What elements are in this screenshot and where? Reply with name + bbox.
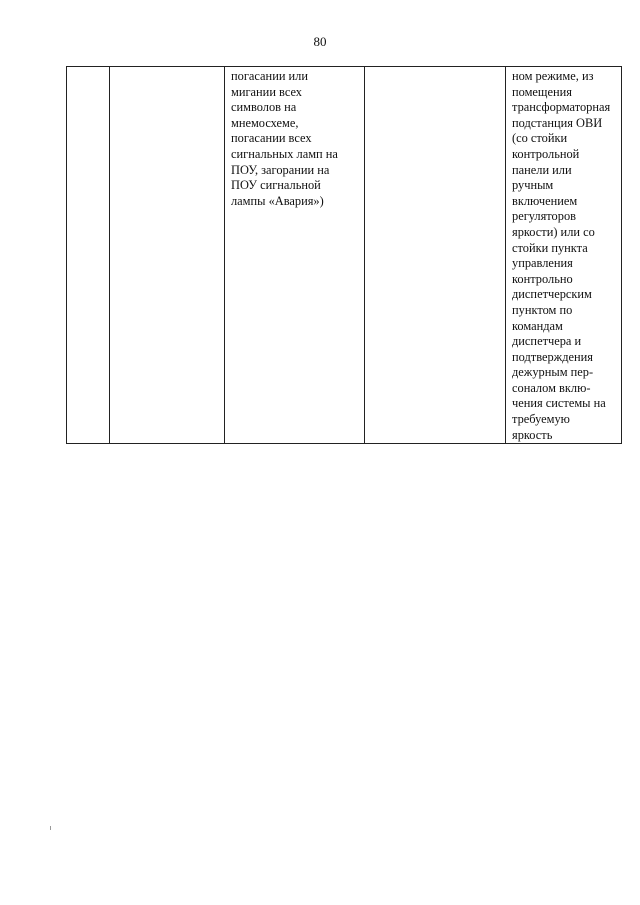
table-cell-col1 — [67, 67, 110, 444]
text-line: командам — [512, 318, 563, 333]
text-line: включением — [512, 193, 578, 208]
text-line: помещения — [512, 84, 572, 99]
text-line: погасании всех — [231, 131, 312, 146]
text-line: (со стойки — [512, 131, 568, 146]
text-line: панели или — [512, 162, 572, 177]
cell-text-col1 — [67, 67, 109, 69]
text-line: подстанция ОВИ — [512, 115, 603, 130]
text-line: диспетчера и — [512, 334, 582, 349]
scan-artifact-mark — [50, 826, 51, 830]
text-line: требуемую — [512, 412, 570, 427]
text-line: стойки пункта — [512, 240, 588, 255]
text-line: регуляторов — [512, 209, 576, 224]
text-line: дежурным пер- — [512, 365, 594, 380]
table-row — [67, 67, 622, 444]
table-cell-col3 — [225, 67, 365, 444]
text-line: трансформаторная — [512, 100, 611, 115]
cell-text-col2 — [110, 67, 224, 69]
text-line: соналом вклю- — [512, 380, 591, 395]
text-line: мнемосхеме, — [231, 115, 299, 130]
text-line: управления — [512, 256, 573, 271]
text-line: ПОУ сигнальной — [231, 178, 321, 193]
text-line: яркость — [512, 427, 553, 442]
text-line: лампы «Авария») — [231, 193, 324, 208]
text-line: ПОУ, загорании на — [231, 162, 330, 177]
text-line: подтверждения — [512, 349, 593, 364]
cell-text-col4 — [365, 67, 505, 69]
text-line: диспетчерским — [512, 287, 592, 302]
text-line: ном режиме, из — [512, 69, 594, 83]
text-line: чения системы на — [512, 396, 606, 411]
table-cell-col4 — [365, 67, 506, 444]
cell-text-col3 — [225, 67, 364, 209]
text-line: пунктом по — [512, 302, 573, 317]
page-number: 80 — [313, 34, 327, 49]
text-line: символов на — [231, 100, 297, 115]
text-line: контрольной — [512, 146, 580, 161]
text-line: мигании всех — [231, 84, 303, 99]
text-line: контрольно — [512, 271, 573, 286]
text-line: яркости) или со — [512, 224, 595, 239]
table-cell-col2 — [110, 67, 225, 444]
continuation-table — [66, 66, 622, 444]
text-line: сигнальных ламп на — [231, 146, 338, 161]
table-cell-col5 — [506, 67, 622, 444]
text-line: ручным — [512, 178, 554, 193]
text-line: погасании или — [231, 69, 308, 83]
cell-text-col5 — [506, 67, 621, 443]
